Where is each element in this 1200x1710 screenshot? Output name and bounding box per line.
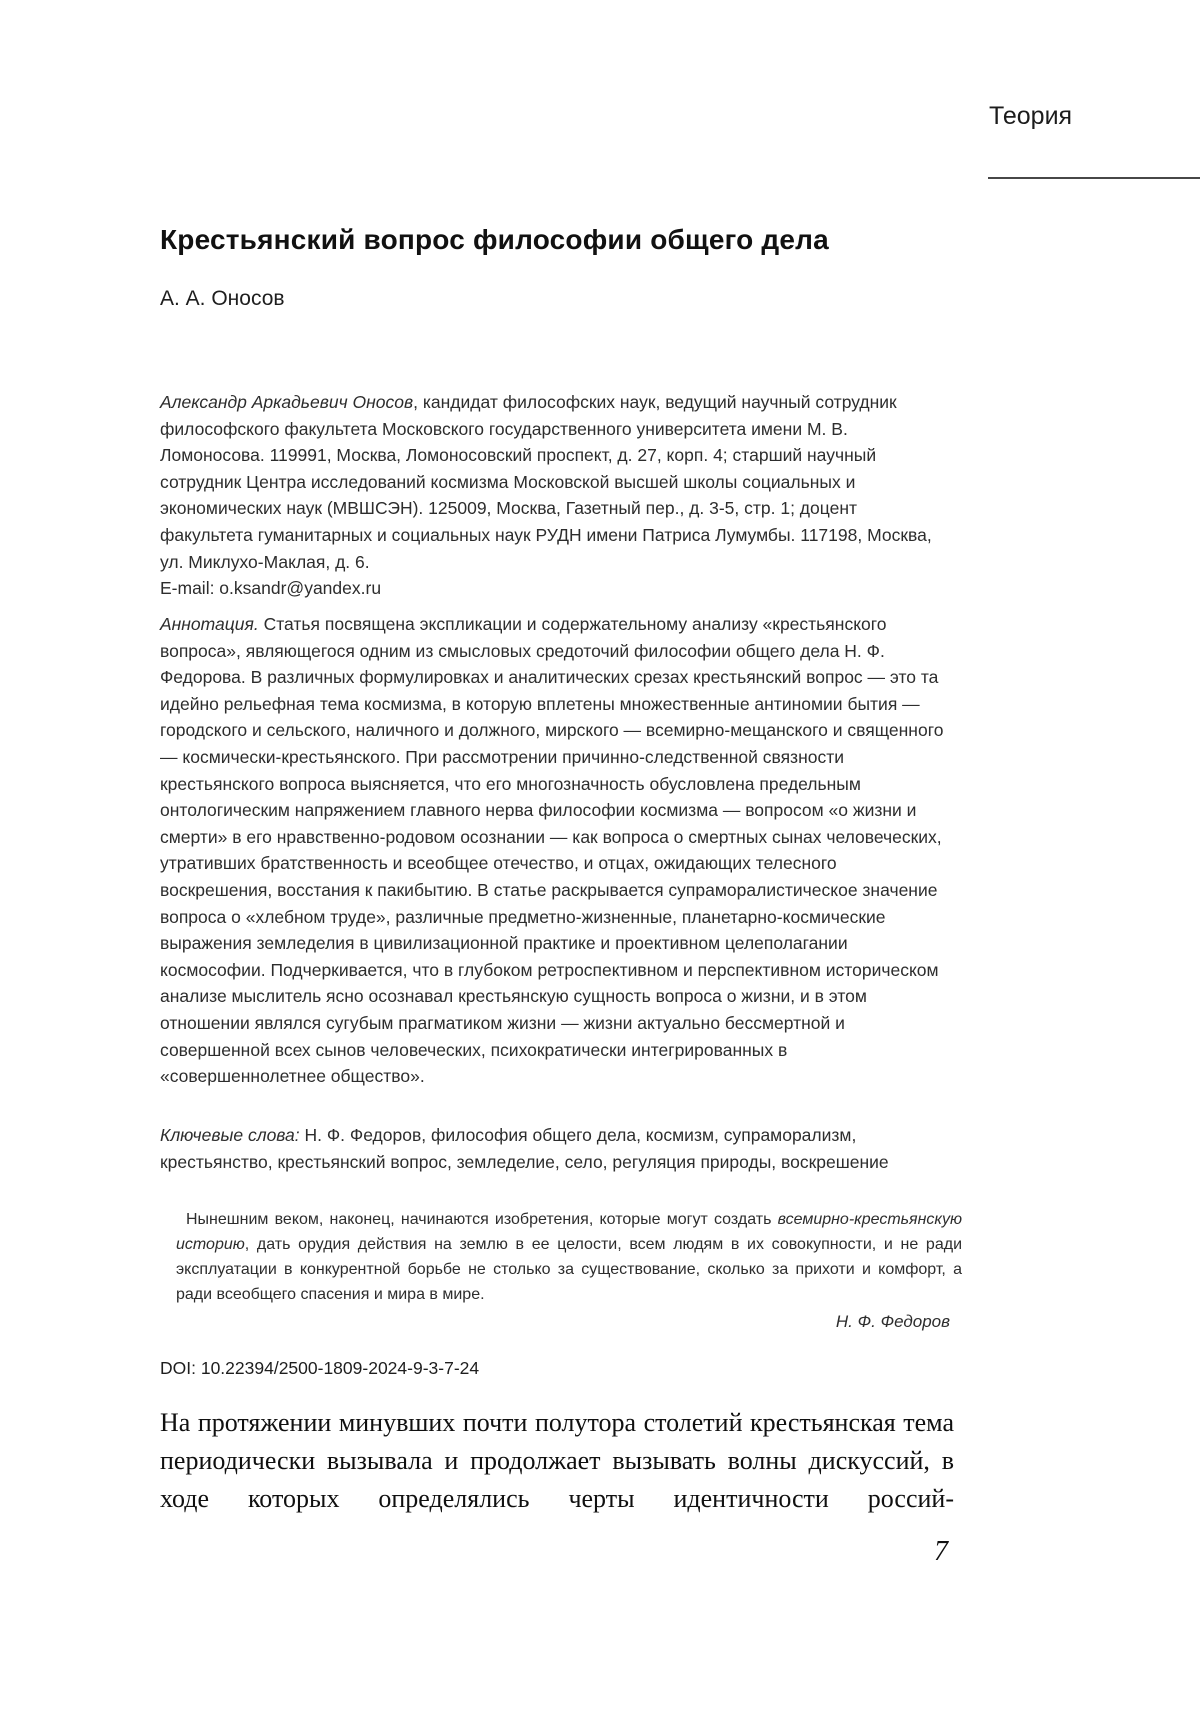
epigraph-italic-phrase: всемирно-крестьянскую историю	[176, 1211, 962, 1253]
epigraph-part2: , дать орудия действия на землю в ее целости, всем людям в их совокупности, и не ради эксплуатации в конкурентной борьбе не столько за существование, сколько за прихоти и комфорт, а ради всеобщего спасения и мира в мире.	[176, 1236, 962, 1303]
keywords-text: Н. Ф. Федоров, философия общего дела, космизм, супраморализм, крестьянство, крестьянский вопрос, земледелие, село, регуляция природы, воскрешение	[160, 1125, 889, 1172]
abstract	[160, 611, 950, 1090]
doi: DOI: 10.22394/2500-1809-2024-9-3-7-24	[160, 1358, 480, 1378]
author-affiliation	[160, 389, 950, 602]
author-name: А. А. Оносов	[160, 287, 285, 310]
abstract-label: Аннотация.	[160, 614, 259, 634]
epigraph	[176, 1207, 962, 1307]
body-paragraph: На протяжении минувших почти полутора столетий крестьянская тема периодически вызывала и продолжает вызывать волны дискуссий, в ходе которых определялись черты идентичности россий-	[160, 1408, 954, 1513]
author-name-italic: Александр Аркадьевич Оносов	[160, 392, 414, 412]
header-rule	[988, 177, 1200, 179]
affiliation-details: , кандидат философских наук, ведущий научный сотрудник философского факультета Московского государственного университета имени М. В. Ломоносова. 119991, Москва, Ломоносовский проспект, д. 27, корп. 4; старший научный сотрудник Центра исследований космизма Московской высшей школы социальных и экономических наук (МВШСЭН). 125009, Москва, Газетный пер., д. 3-5, стр. 1; доцент факультета гуманитарных и социальных наук РУДН имени Патриса Лумумбы. 117198, Москва, ул. Миклухо-Маклая, д. 6.	[160, 392, 932, 572]
section-kicker: Теория	[989, 102, 1073, 130]
keywords	[160, 1122, 950, 1175]
author-email: E-mail: o.ksandr@yandex.ru	[160, 578, 382, 599]
article-title: Крестьянский вопрос философии общего дела	[160, 224, 829, 255]
page-number: 7	[934, 1536, 948, 1567]
abstract-text: Статья посвящена экспликации и содержательному анализу «крестьянского вопроса», являющегося одним из смысловых средоточий философии общего дела Н. Ф. Федорова. В различных формулировках и аналитических срезах крестьянский вопрос — это та идейно рельефная тема космизма, в которую вплетены множественные антиномии бытия — городского и сельского, наличного и должного, мирского — всемирно-мещанского и священного — космически-крестьянского. При рассмотрении причинно-следственной связности крестьянского вопроса выясняется, что его многозначность обусловлена предельным онтологическим напряжением главного нерва философии космизма — вопросом «о жизни и смерти» в его нравственно-родовом осознании — как вопроса о смертных сынах человеческих, утративших братственность и всеобщее отечество, и отцах, ожидающих телесного воскрешения, восстания к пакибытию. В статье раскрывается супраморалистическое значение вопроса о «хлебном труде», различные предметно-жизненные, планетарно-космические выражения земледелия в цивилизационной практике и проективном целеполагании космософии. Подчеркивается, что в глубоком ретроспективном и перспективном историческом анализе мыслитель ясно осознавал крестьянскую сущность вопроса о жизни, и в этом отношении являлся сугубым прагматиком жизни — жизни актуально бессмертной и совершенной всех сынов человеческих, психократически интегрированных в «совершеннолетнее общество».	[160, 614, 944, 1087]
epigraph-part1: Нынешним веком, наконец, начинаются изобретения, которые могут создать	[186, 1211, 778, 1228]
epigraph-attribution: Н. Ф. Федоров	[835, 1312, 950, 1331]
keywords-label: Ключевые слова:	[160, 1125, 300, 1145]
